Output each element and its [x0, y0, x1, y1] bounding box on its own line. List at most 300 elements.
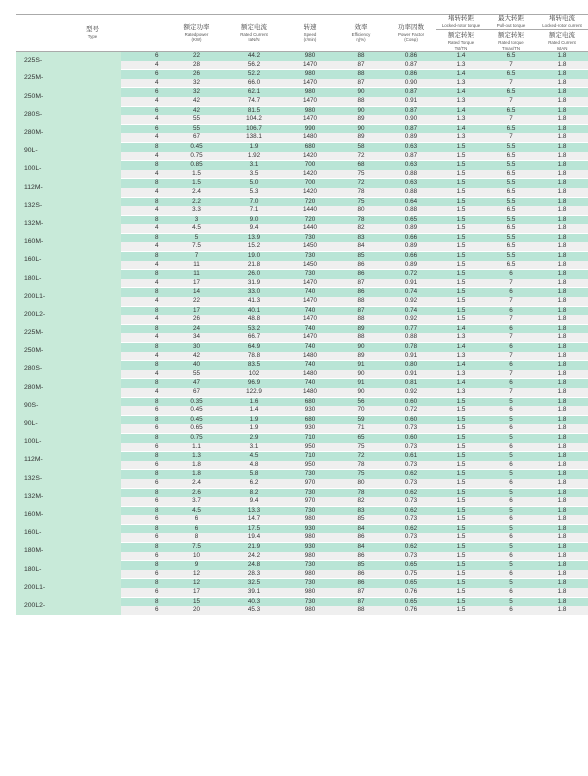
table-row — [16, 233, 588, 242]
power-cell: 20 — [169, 606, 224, 615]
max-torque-ratio-cell: 5.5 — [486, 215, 536, 224]
current-cell: 21.9 — [224, 543, 284, 552]
power-cell: 1.3 — [169, 452, 224, 461]
max-torque-ratio-cell: 5 — [486, 579, 536, 588]
speed-cell: 1470 — [284, 115, 336, 124]
header-efficiency-unit: η(%) — [356, 37, 366, 42]
efficiency-cell: 78 — [336, 488, 386, 497]
speed-cell: 720 — [284, 215, 336, 224]
power-factor-cell: 0.89 — [386, 133, 436, 142]
poles-cell: 8 — [121, 306, 169, 315]
speed-cell: 740 — [284, 288, 336, 297]
locked-current-ratio-cell: 1.8 — [536, 388, 588, 397]
max-torque-ratio-cell: 6 — [486, 324, 536, 333]
table-row — [16, 88, 588, 97]
power-cell: 3.7 — [169, 497, 224, 506]
power-cell: 1.5 — [169, 170, 224, 179]
motor-type-cell: 200L1- — [16, 288, 121, 306]
poles-cell: 8 — [121, 379, 169, 388]
current-cell: 104.2 — [224, 115, 284, 124]
efficiency-cell: 87 — [336, 588, 386, 597]
header-locked-torque-cn-top: 堵转转距 — [448, 15, 474, 23]
power-cell: 0.85 — [169, 161, 224, 170]
current-cell: 45.3 — [224, 606, 284, 615]
current-cell: 1.6 — [224, 397, 284, 406]
power-cell: 0.35 — [169, 397, 224, 406]
power-cell: 47 — [169, 379, 224, 388]
power-factor-cell: 0.60 — [386, 397, 436, 406]
locked-torque-ratio-cell: 1.5 — [436, 188, 486, 197]
power-factor-cell: 0.91 — [386, 370, 436, 379]
efficiency-cell: 86 — [336, 288, 386, 297]
locked-current-ratio-cell: 1.8 — [536, 606, 588, 615]
motor-type-cell: 225M- — [16, 70, 121, 88]
speed-cell: 730 — [284, 470, 336, 479]
table-row — [16, 433, 588, 442]
power-factor-cell: 0.89 — [386, 224, 436, 233]
locked-torque-ratio-cell: 1.5 — [436, 470, 486, 479]
speed-cell: 970 — [284, 497, 336, 506]
table-row — [16, 142, 588, 151]
locked-torque-ratio-cell: 1.3 — [436, 133, 486, 142]
speed-cell: 1420 — [284, 152, 336, 161]
efficiency-cell: 89 — [336, 115, 386, 124]
power-cell: 1.8 — [169, 461, 224, 470]
locked-torque-ratio-cell: 1.5 — [436, 479, 486, 488]
speed-cell: 1470 — [284, 315, 336, 324]
locked-torque-ratio-cell: 1.5 — [436, 552, 486, 561]
locked-current-ratio-cell: 1.8 — [536, 352, 588, 361]
power-cell: 2.6 — [169, 488, 224, 497]
power-cell: 0.45 — [169, 406, 224, 415]
power-factor-cell: 0.65 — [386, 579, 436, 588]
power-factor-cell: 0.76 — [386, 588, 436, 597]
efficiency-cell: 87 — [336, 279, 386, 288]
poles-cell: 8 — [121, 506, 169, 515]
max-torque-ratio-cell: 5 — [486, 415, 536, 424]
max-torque-ratio-cell: 7 — [486, 388, 536, 397]
poles-cell: 4 — [121, 388, 169, 397]
current-cell: 6.2 — [224, 479, 284, 488]
max-torque-ratio-cell: 6.5 — [486, 206, 536, 215]
efficiency-cell: 75 — [336, 197, 386, 206]
locked-torque-ratio-cell: 1.5 — [436, 597, 486, 606]
power-factor-cell: 0.86 — [386, 70, 436, 79]
motor-type-cell: 280S- — [16, 361, 121, 379]
header-locked-current-en-top: Locked-rotor current — [542, 23, 582, 29]
current-cell: 102 — [224, 370, 284, 379]
speed-cell: 950 — [284, 461, 336, 470]
motor-type-cell: 160L- — [16, 524, 121, 542]
speed-cell: 1470 — [284, 279, 336, 288]
locked-torque-ratio-cell: 1.4 — [436, 361, 486, 370]
max-torque-ratio-cell: 7 — [486, 370, 536, 379]
speed-cell: 730 — [284, 597, 336, 606]
current-cell: 7.0 — [224, 197, 284, 206]
header-speed-unit: (r/min) — [303, 37, 317, 42]
power-factor-cell: 0.62 — [386, 543, 436, 552]
poles-cell: 6 — [121, 443, 169, 452]
efficiency-cell: 75 — [336, 443, 386, 452]
speed-cell: 730 — [284, 233, 336, 242]
header-max-torque-cn: 额定转矩 — [498, 32, 524, 40]
speed-cell: 980 — [284, 533, 336, 542]
table-row — [16, 106, 588, 115]
locked-current-ratio-cell: 1.8 — [536, 370, 588, 379]
motor-type-cell: 180L- — [16, 561, 121, 579]
locked-current-ratio-cell: 1.8 — [536, 588, 588, 597]
efficiency-cell: 89 — [336, 133, 386, 142]
locked-current-ratio-cell: 1.8 — [536, 361, 588, 370]
power-cell: 0.75 — [169, 152, 224, 161]
current-cell: 40.1 — [224, 306, 284, 315]
poles-cell: 8 — [121, 343, 169, 352]
locked-torque-ratio-cell: 1.5 — [436, 515, 486, 524]
motor-type-cell: 100L- — [16, 433, 121, 451]
power-cell: 4.5 — [169, 506, 224, 515]
poles-cell: 6 — [121, 533, 169, 542]
poles-cell: 8 — [121, 470, 169, 479]
locked-current-ratio-cell: 1.8 — [536, 97, 588, 106]
max-torque-ratio-cell: 5 — [486, 561, 536, 570]
current-cell: 5.0 — [224, 179, 284, 188]
locked-current-ratio-cell: 1.8 — [536, 88, 588, 97]
max-torque-ratio-cell: 6.5 — [486, 224, 536, 233]
locked-torque-ratio-cell: 1.5 — [436, 488, 486, 497]
locked-current-ratio-cell: 1.8 — [536, 397, 588, 406]
speed-cell: 950 — [284, 443, 336, 452]
speed-cell: 740 — [284, 379, 336, 388]
motor-type-cell: 250M- — [16, 88, 121, 106]
speed-cell: 930 — [284, 524, 336, 533]
max-torque-ratio-cell: 6 — [486, 306, 536, 315]
locked-torque-ratio-cell: 1.5 — [436, 242, 486, 251]
speed-cell: 980 — [284, 552, 336, 561]
locked-current-ratio-cell: 1.8 — [536, 552, 588, 561]
header-power-en: Ratedpower — [184, 31, 209, 37]
current-cell: 81.5 — [224, 106, 284, 115]
locked-torque-ratio-cell: 1.5 — [436, 406, 486, 415]
poles-cell: 8 — [121, 433, 169, 442]
power-factor-cell: 0.88 — [386, 333, 436, 342]
current-cell: 1.9 — [224, 415, 284, 424]
power-factor-cell: 0.74 — [386, 306, 436, 315]
poles-cell: 8 — [121, 452, 169, 461]
header-locked-current-cn-top: 堵转电流 — [549, 15, 575, 23]
poles-cell: 4 — [121, 224, 169, 233]
power-factor-cell: 0.90 — [386, 79, 436, 88]
motor-type-cell: 132M- — [16, 215, 121, 233]
power-factor-cell: 0.61 — [386, 452, 436, 461]
header-locked-current-en: Rated Current — [548, 40, 576, 46]
max-torque-ratio-cell: 7 — [486, 315, 536, 324]
header-max-torque-en: Rated torque — [498, 40, 524, 46]
current-cell: 40.3 — [224, 597, 284, 606]
table-row — [16, 415, 588, 424]
max-torque-ratio-cell: 6 — [486, 570, 536, 579]
power-cell: 67 — [169, 133, 224, 142]
table-row — [16, 543, 588, 552]
poles-cell: 4 — [121, 315, 169, 324]
locked-current-ratio-cell: 1.8 — [536, 52, 588, 61]
power-cell: 1.1 — [169, 443, 224, 452]
locked-current-ratio-cell: 1.8 — [536, 224, 588, 233]
poles-cell: 4 — [121, 133, 169, 142]
current-cell: 66.7 — [224, 333, 284, 342]
header-locked-torque-en: Rated Torque — [447, 40, 475, 46]
poles-cell: 4 — [121, 352, 169, 361]
locked-torque-ratio-cell: 1.3 — [436, 333, 486, 342]
locked-torque-ratio-cell: 1.4 — [436, 379, 486, 388]
max-torque-ratio-cell: 6 — [486, 424, 536, 433]
poles-cell: 8 — [121, 161, 169, 170]
current-cell: 21.8 — [224, 261, 284, 270]
current-cell: 9.4 — [224, 224, 284, 233]
motor-type-cell: 180M- — [16, 543, 121, 561]
locked-current-ratio-cell: 1.8 — [536, 288, 588, 297]
efficiency-cell: 84 — [336, 524, 386, 533]
max-torque-ratio-cell: 6.5 — [486, 70, 536, 79]
speed-cell: 730 — [284, 270, 336, 279]
current-cell: 1.9 — [224, 424, 284, 433]
current-cell: 32.5 — [224, 579, 284, 588]
locked-current-ratio-cell: 1.8 — [536, 142, 588, 151]
poles-cell: 6 — [121, 124, 169, 133]
max-torque-ratio-cell: 7 — [486, 279, 536, 288]
poles-cell: 4 — [121, 79, 169, 88]
efficiency-cell: 90 — [336, 124, 386, 133]
current-cell: 96.9 — [224, 379, 284, 388]
header-pf-cn: 功率因数 — [398, 23, 424, 31]
current-cell: 1.4 — [224, 406, 284, 415]
max-torque-ratio-cell: 6 — [486, 443, 536, 452]
speed-cell: 730 — [284, 561, 336, 570]
max-torque-ratio-cell: 6 — [486, 361, 536, 370]
power-factor-cell: 0.73 — [386, 552, 436, 561]
power-factor-cell: 0.87 — [386, 152, 436, 161]
current-cell: 24.2 — [224, 552, 284, 561]
locked-current-ratio-cell: 1.8 — [536, 561, 588, 570]
current-cell: 1.9 — [224, 142, 284, 151]
power-factor-cell: 0.74 — [386, 288, 436, 297]
max-torque-ratio-cell: 7 — [486, 352, 536, 361]
power-cell: 42 — [169, 97, 224, 106]
locked-torque-ratio-cell: 1.5 — [436, 533, 486, 542]
locked-torque-ratio-cell: 1.5 — [436, 270, 486, 279]
header-type-en: Type — [87, 34, 98, 40]
max-torque-ratio-cell: 6 — [486, 406, 536, 415]
current-cell: 14.7 — [224, 515, 284, 524]
power-factor-cell: 0.63 — [386, 161, 436, 170]
efficiency-cell: 84 — [336, 543, 386, 552]
power-cell: 14 — [169, 288, 224, 297]
poles-cell: 6 — [121, 424, 169, 433]
locked-torque-ratio-cell: 1.5 — [436, 197, 486, 206]
speed-cell: 740 — [284, 306, 336, 315]
poles-cell: 8 — [121, 579, 169, 588]
current-cell: 78.8 — [224, 352, 284, 361]
power-cell: 9 — [169, 561, 224, 570]
motor-type-cell: 112M- — [16, 179, 121, 197]
locked-current-ratio-cell: 1.8 — [536, 424, 588, 433]
power-cell: 32 — [169, 79, 224, 88]
power-factor-cell: 0.87 — [386, 61, 436, 70]
speed-cell: 1450 — [284, 261, 336, 270]
locked-torque-ratio-cell: 1.5 — [436, 233, 486, 242]
power-factor-cell: 0.75 — [386, 570, 436, 579]
current-cell: 2.9 — [224, 433, 284, 442]
max-torque-ratio-cell: 6.5 — [486, 152, 536, 161]
efficiency-cell: 78 — [336, 461, 386, 470]
locked-torque-ratio-cell: 1.3 — [436, 352, 486, 361]
locked-torque-ratio-cell: 1.3 — [436, 388, 486, 397]
speed-cell: 1480 — [284, 133, 336, 142]
power-factor-cell: 0.92 — [386, 297, 436, 306]
header-locked-torque-en-top: Locked-rotor torque — [441, 23, 481, 29]
efficiency-cell: 86 — [336, 552, 386, 561]
table-row — [16, 324, 588, 333]
poles-cell: 4 — [121, 152, 169, 161]
locked-current-ratio-cell: 1.8 — [536, 324, 588, 333]
power-factor-cell: 0.65 — [386, 561, 436, 570]
power-cell: 7 — [169, 252, 224, 261]
current-cell: 26.0 — [224, 270, 284, 279]
power-factor-cell: 0.92 — [386, 315, 436, 324]
locked-torque-ratio-cell: 1.5 — [436, 152, 486, 161]
motor-type-cell: 112M- — [16, 452, 121, 470]
efficiency-cell: 65 — [336, 433, 386, 442]
speed-cell: 1480 — [284, 352, 336, 361]
locked-current-ratio-cell: 1.8 — [536, 61, 588, 70]
power-factor-cell: 0.73 — [386, 424, 436, 433]
power-factor-cell: 0.81 — [386, 379, 436, 388]
locked-torque-ratio-cell: 1.5 — [436, 397, 486, 406]
motor-type-cell: 200L2- — [16, 597, 121, 615]
efficiency-cell: 75 — [336, 170, 386, 179]
power-cell: 4.5 — [169, 224, 224, 233]
max-torque-ratio-cell: 5.5 — [486, 142, 536, 151]
poles-cell: 8 — [121, 288, 169, 297]
speed-cell: 980 — [284, 606, 336, 615]
poles-cell: 4 — [121, 188, 169, 197]
efficiency-cell: 87 — [336, 61, 386, 70]
speed-cell: 740 — [284, 324, 336, 333]
locked-torque-ratio-cell: 1.4 — [436, 343, 486, 352]
header-locked-current-unit: IstAN — [556, 45, 568, 51]
speed-cell: 730 — [284, 488, 336, 497]
power-factor-cell: 0.60 — [386, 415, 436, 424]
power-cell: 0.65 — [169, 424, 224, 433]
power-factor-cell: 0.73 — [386, 497, 436, 506]
max-torque-ratio-cell: 6.5 — [486, 52, 536, 61]
power-cell: 6 — [169, 524, 224, 533]
max-torque-ratio-cell: 6.5 — [486, 170, 536, 179]
max-torque-ratio-cell: 6 — [486, 379, 536, 388]
max-torque-ratio-cell: 6 — [486, 588, 536, 597]
efficiency-cell: 88 — [336, 333, 386, 342]
header-power-unit: (KW) — [191, 37, 202, 42]
poles-cell: 8 — [121, 233, 169, 242]
poles-cell: 4 — [121, 242, 169, 251]
power-factor-cell: 0.64 — [386, 197, 436, 206]
poles-cell: 6 — [121, 515, 169, 524]
efficiency-cell: 90 — [336, 370, 386, 379]
speed-cell: 680 — [284, 415, 336, 424]
motor-spec-sheet — [16, 14, 582, 616]
efficiency-cell: 58 — [336, 142, 386, 151]
current-cell: 52.2 — [224, 70, 284, 79]
poles-cell: 4 — [121, 97, 169, 106]
motor-type-cell: 280M- — [16, 124, 121, 142]
power-cell: 55 — [169, 370, 224, 379]
table-row — [16, 124, 588, 133]
power-factor-cell: 0.77 — [386, 324, 436, 333]
max-torque-ratio-cell: 5.5 — [486, 252, 536, 261]
locked-current-ratio-cell: 1.8 — [536, 252, 588, 261]
table-row — [16, 361, 588, 370]
speed-cell: 710 — [284, 433, 336, 442]
locked-current-ratio-cell: 1.8 — [536, 270, 588, 279]
locked-current-ratio-cell: 1.8 — [536, 470, 588, 479]
locked-torque-ratio-cell: 1.5 — [436, 506, 486, 515]
power-cell: 15 — [169, 597, 224, 606]
motor-type-cell: 200L1- — [16, 579, 121, 597]
locked-torque-ratio-cell: 1.5 — [436, 570, 486, 579]
power-cell: 8 — [169, 533, 224, 542]
locked-current-ratio-cell: 1.8 — [536, 524, 588, 533]
table-row — [16, 452, 588, 461]
current-cell: 66.0 — [224, 79, 284, 88]
efficiency-cell: 90 — [336, 343, 386, 352]
locked-torque-ratio-cell: 1.4 — [436, 70, 486, 79]
locked-torque-ratio-cell: 1.5 — [436, 461, 486, 470]
speed-cell: 700 — [284, 161, 336, 170]
power-cell: 11 — [169, 270, 224, 279]
poles-cell: 8 — [121, 215, 169, 224]
poles-cell: 6 — [121, 588, 169, 597]
locked-torque-ratio-cell: 1.5 — [436, 606, 486, 615]
max-torque-ratio-cell: 7 — [486, 297, 536, 306]
table-row — [16, 524, 588, 533]
locked-torque-ratio-cell: 1.3 — [436, 61, 486, 70]
current-cell: 3.5 — [224, 170, 284, 179]
power-factor-cell: 0.63 — [386, 179, 436, 188]
current-cell: 17.5 — [224, 524, 284, 533]
header-efficiency — [336, 15, 386, 52]
max-torque-ratio-cell: 7 — [486, 79, 536, 88]
speed-cell: 980 — [284, 515, 336, 524]
motor-type-cell: 90L- — [16, 142, 121, 160]
table-row — [16, 343, 588, 352]
efficiency-cell: 89 — [336, 352, 386, 361]
table-row — [16, 70, 588, 79]
efficiency-cell: 88 — [336, 52, 386, 61]
power-factor-cell: 0.65 — [386, 215, 436, 224]
current-cell: 74.7 — [224, 97, 284, 106]
locked-torque-ratio-cell: 1.5 — [436, 142, 486, 151]
poles-cell: 8 — [121, 324, 169, 333]
speed-cell: 980 — [284, 52, 336, 61]
motor-type-cell: 90L- — [16, 415, 121, 433]
speed-cell: 990 — [284, 124, 336, 133]
power-cell: 5 — [169, 233, 224, 242]
power-factor-cell: 0.91 — [386, 279, 436, 288]
table-body — [16, 52, 588, 616]
locked-current-ratio-cell: 1.8 — [536, 515, 588, 524]
efficiency-cell: 72 — [336, 452, 386, 461]
power-cell: 24 — [169, 324, 224, 333]
power-cell: 2.2 — [169, 197, 224, 206]
